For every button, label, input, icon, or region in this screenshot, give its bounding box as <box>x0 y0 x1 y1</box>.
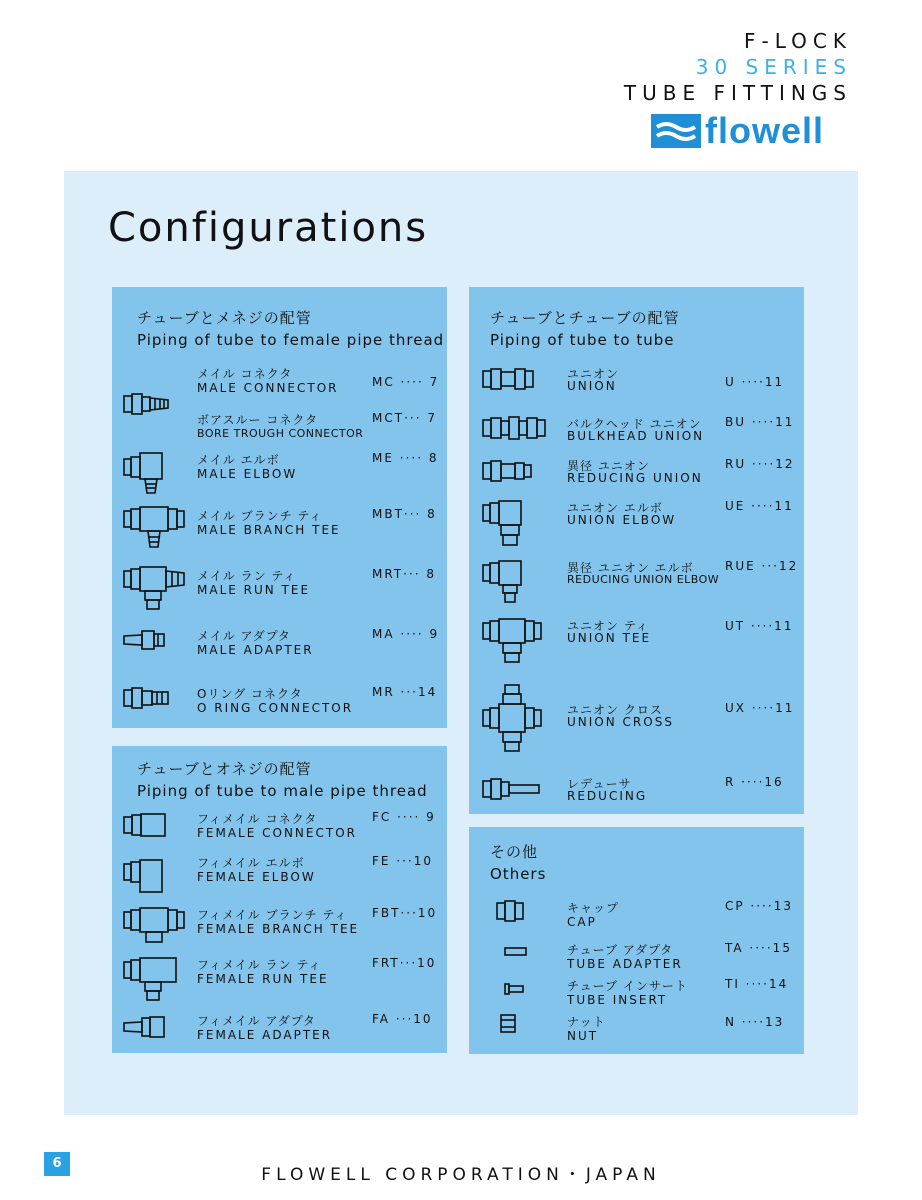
fitting-name-jp: チューブ アダプタ <box>567 943 674 957</box>
fitting-name-jp: Oリング コネクタ <box>197 687 303 701</box>
section-others <box>469 827 804 1054</box>
reducer-icon <box>481 777 543 805</box>
fitting-name-jp: フィメイル ラン ティ <box>197 958 322 972</box>
fitting-code: MRT··· 8 <box>372 567 437 581</box>
fitting-name-en: CAP <box>567 915 597 929</box>
fitting-name-en: REDUCING UNION <box>567 471 703 485</box>
fitting-name-jp: チューブ インサート <box>567 979 688 993</box>
female-elbow-icon <box>122 858 172 898</box>
fitting-code: FBT···10 <box>372 906 438 920</box>
reducing-union-elbow-icon <box>481 559 531 609</box>
fitting-name-jp: 異径 ユニオン <box>567 459 650 473</box>
fitting-code: ME ···· 8 <box>372 451 439 465</box>
fitting-code: FE ···10 <box>372 854 434 868</box>
series-name: 30 SERIES <box>695 55 852 79</box>
fitting-code: RUE ···12 <box>725 559 799 573</box>
tube-adapter-icon <box>503 943 529 962</box>
fitting-code: MA ···· 9 <box>372 627 440 641</box>
fitting-name-jp: フィメイル アダプタ <box>197 1014 316 1028</box>
union-elbow-icon <box>481 499 531 553</box>
fitting-name-en: MALE CONNECTOR <box>197 381 339 395</box>
female-run-tee-icon <box>122 956 182 1008</box>
fitting-code: CP ····13 <box>725 899 793 913</box>
fitting-code: N ····13 <box>725 1015 785 1029</box>
male-branch-tee-icon <box>122 505 188 553</box>
fitting-code: MCT··· 7 <box>372 411 437 425</box>
fitting-code: TA ····15 <box>725 941 792 955</box>
union-cross-icon <box>481 683 547 757</box>
series-brand-line: F-LOCK <box>744 29 852 53</box>
section-title-en: Others <box>490 865 547 883</box>
fitting-name-en: MALE ADAPTER <box>197 643 314 657</box>
o-ring-connector-icon <box>122 685 174 715</box>
male-run-tee-icon <box>122 565 188 617</box>
fitting-name-en: BULKHEAD UNION <box>567 429 705 443</box>
fitting-name-en: REDUCING UNION ELBOW <box>567 573 720 586</box>
fitting-name-jp: メイル コネクタ <box>197 367 293 381</box>
fitting-code: BU ····11 <box>725 415 795 429</box>
fitting-name-en: REDUCING <box>567 789 648 803</box>
fitting-name-jp: キャップ <box>567 901 620 915</box>
fitting-code: R ····16 <box>725 775 784 789</box>
fitting-name-jp: メイル エルボ <box>197 453 280 467</box>
fitting-name-jp: メイル ラン ティ <box>197 569 297 583</box>
male-adapter-icon <box>122 627 172 657</box>
section-title-jp: チューブとオネジの配管 <box>137 760 312 778</box>
fitting-name-jp: バルクヘッド ユニオン <box>567 417 702 431</box>
fitting-name-en: TUBE ADAPTER <box>567 957 683 971</box>
fitting-code: FA ···10 <box>372 1012 433 1026</box>
fitting-name-jp: フィメイル ブランチ ティ <box>197 908 348 922</box>
flowell-logo-text: flowell <box>705 110 825 151</box>
fitting-name-jp: フィメイル エルボ <box>197 856 305 870</box>
fitting-name-en: FEMALE ELBOW <box>197 870 316 884</box>
reducing-union-icon <box>481 459 537 487</box>
fitting-name-jp: レデューサ <box>567 777 632 791</box>
female-branch-tee-icon <box>122 906 188 948</box>
fitting-code: MBT··· 8 <box>372 507 437 521</box>
union-icon <box>481 367 537 395</box>
fitting-name-en: TUBE INSERT <box>567 993 668 1007</box>
union-tee-icon <box>481 617 547 669</box>
page-title: Configurations <box>108 205 429 251</box>
section-tube-to-tube <box>469 287 804 814</box>
male-connector-icon <box>122 391 172 421</box>
fitting-name-en: FEMALE BRANCH TEE <box>197 922 360 936</box>
fitting-name-en: UNION TEE <box>567 631 652 645</box>
fitting-name-en: UNION CROSS <box>567 715 674 729</box>
flowell-logo-mark-icon <box>651 114 701 148</box>
fitting-name-jp: 異径 ユニオン エルボ <box>567 561 694 575</box>
product-type: TUBE FITTINGS <box>623 81 852 105</box>
fitting-code: TI ····14 <box>725 977 789 991</box>
section-title-en: Piping of tube to female pipe thread <box>137 331 445 349</box>
section-title-jp: チューブとチューブの配管 <box>490 309 680 327</box>
fitting-name-en: BORE TROUGH CONNECTOR <box>197 427 364 440</box>
nut-icon <box>499 1013 519 1039</box>
bulkhead-union-icon <box>481 415 551 445</box>
flowell-logo <box>651 110 857 151</box>
section-female-pipe-thread <box>112 287 447 728</box>
section-title-en: Piping of tube to tube <box>490 331 675 349</box>
fitting-name-jp: ユニオン ティ <box>567 619 649 633</box>
cap-icon <box>495 899 529 927</box>
fitting-code: RU ····12 <box>725 457 795 471</box>
fitting-name-jp: ユニオン エルボ <box>567 501 663 515</box>
fitting-name-jp: ユニオン クロス <box>567 703 663 717</box>
fitting-name-jp: メイル ブランチ ティ <box>197 509 323 523</box>
fitting-name-jp: メイル アダプタ <box>197 629 291 643</box>
fitting-name-en: MALE RUN TEE <box>197 583 311 597</box>
fitting-code: UT ····11 <box>725 619 794 633</box>
section-title-en: Piping of tube to male pipe thread <box>137 782 428 800</box>
fitting-code: U ····11 <box>725 375 785 389</box>
fitting-name-en: FEMALE CONNECTOR <box>197 826 357 840</box>
fitting-name-en: MALE ELBOW <box>197 467 298 481</box>
fitting-name-en: NUT <box>567 1029 599 1043</box>
fitting-code: MR ···14 <box>372 685 438 699</box>
fitting-code: MC ···· 7 <box>372 375 440 389</box>
male-elbow-icon <box>122 451 172 499</box>
section-male-pipe-thread <box>112 746 447 1053</box>
section-title-jp: その他 <box>490 843 539 861</box>
fitting-name-jp: ユニオン <box>567 367 620 381</box>
fitting-name-en: FEMALE RUN TEE <box>197 972 329 986</box>
fitting-code: FC ···· 9 <box>372 810 436 824</box>
fitting-name-en: MALE BRANCH TEE <box>197 523 341 537</box>
female-adapter-icon <box>122 1014 172 1044</box>
fitting-name-en: UNION <box>567 379 617 393</box>
fitting-name-jp: ナット <box>567 1015 606 1029</box>
fitting-code: FRT···10 <box>372 956 437 970</box>
female-connector-icon <box>122 812 172 842</box>
section-title-jp: チューブとメネジの配管 <box>137 309 312 327</box>
tube-insert-icon <box>503 981 527 1000</box>
fitting-name-en: UNION ELBOW <box>567 513 677 527</box>
fitting-name-en: FEMALE ADAPTER <box>197 1028 333 1042</box>
fitting-name-jp: ボアスルー コネクタ <box>197 413 319 427</box>
fitting-code: UX ····11 <box>725 701 795 715</box>
page-number: 6 <box>44 1152 70 1176</box>
fitting-code: UE ····11 <box>725 499 794 513</box>
fitting-name-jp: フィメイル コネクタ <box>197 812 318 826</box>
fitting-name-en: O RING CONNECTOR <box>197 701 354 715</box>
footer-company: FLOWELL CORPORATION・JAPAN <box>261 1165 661 1185</box>
